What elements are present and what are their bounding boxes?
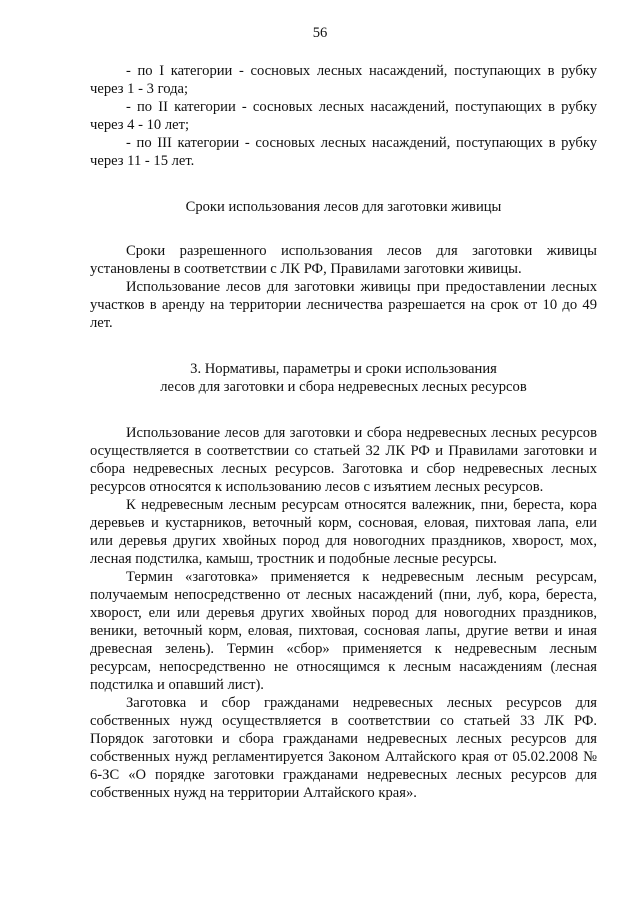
- section-3-paragraph: Термин «заготовка» применяется к недревесным лесным ресурсам, получаемым непосредственно от лесных насаждений (пни, луб, кора, береста, хворост, ели или деревья других хвойных пород для новогодних праздников, веники, веточный корм, еловая, пихтовая, сосновая лапы, другие ветви и иная древесная зелень). Термин «сбор» применяется к недревесным лесным ресурсам, непосредственно не относящимся к лесным насаждениям (лесная подстилка и опавший лист).: [90, 569, 597, 693]
- resin-paragraph: Использование лесов для заготовки живицы при предоставлении лесных участков в аренду на территории лесничества разрешается на срок от 10 до 49 лет.: [90, 279, 597, 331]
- page-number: 56: [312, 25, 328, 41]
- section-3-heading-line-2: лесов для заготовки и сбора недревесных лесных ресурсов: [160, 379, 527, 395]
- list-item-category-3: - по III категории - сосновых лесных насаждений, поступающих в рубку через 11 - 15 лет.: [90, 135, 597, 169]
- resin-paragraph: Сроки разрешенного использования лесов для заготовки живицы установлены в соответствии с ЛК РФ, Правилами заготовки живицы.: [90, 243, 597, 277]
- list-item-category-1: - по I категории - сосновых лесных насаждений, поступающих в рубку через 1 - 3 года;: [90, 63, 597, 97]
- page-content: [90, 62, 597, 802]
- section-3-paragraph: Использование лесов для заготовки и сбора недревесных лесных ресурсов осуществляется в соответствии со статьей 32 ЛК РФ и Правилами заготовки и сбора недревесных лесных ресурсов. Заготовка и сбор недревесных лесных ресурсов относятся к использованию лесов с изъятием лесных ресурсов.: [90, 425, 597, 495]
- list-item-category-2: - по II категории - сосновых лесных насаждений, поступающих в рубку через 4 - 10 лет;: [90, 99, 597, 133]
- section-3-paragraph: К недревесным лесным ресурсам относятся валежник, пни, береста, кора деревьев и кустарников, веточный корм, сосновая, еловая, пихтовая лапа, ели или деревья других хвойных пород для новогодних праздников, хворост, мох, лесная подстилка, камыш, тростник и подобные лесные ресурсы.: [90, 497, 597, 567]
- section-3-paragraph: Заготовка и сбор гражданами недревесных лесных ресурсов для собственных нужд осуществляется в соответствии со статьей 33 ЛК РФ. Порядок заготовки и сбора гражданами недревесных лесных ресурсов для собственных нужд регламентируется Законом Алтайского края от 05.02.2008 № 6-ЗС «О порядке заготовки гражданами недревесных лесных ресурсов для собственных нужд на территории Алтайского края».: [90, 695, 597, 801]
- resin-section-heading: Сроки использования лесов для заготовки живицы: [185, 199, 502, 215]
- section-3-heading-line-1: 3. Нормативы, параметры и сроки использования: [190, 361, 497, 377]
